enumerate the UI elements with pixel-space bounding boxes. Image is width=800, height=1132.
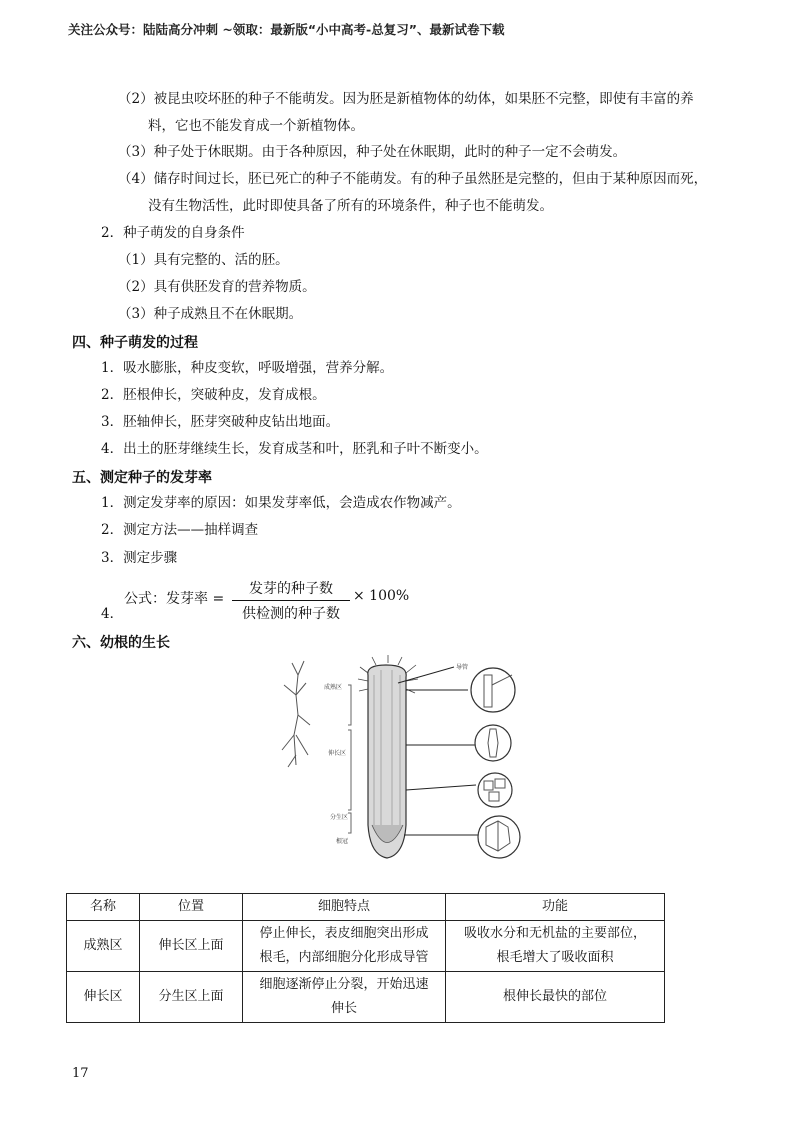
formula-label: 公式：发芽率 = bbox=[124, 591, 225, 607]
list-item: 4． bbox=[101, 606, 124, 622]
function-line: 根伸长最快的部位 bbox=[502, 989, 607, 1004]
table-row bbox=[67, 972, 665, 1023]
formula-multiplier: × 100% bbox=[353, 588, 410, 604]
pointer-lines bbox=[398, 667, 481, 835]
table-cell-position: 分生区上面 bbox=[140, 972, 243, 1023]
label-genguan: 根冠 bbox=[336, 838, 349, 845]
heading-5: 五、测定种子的发芽率 bbox=[72, 470, 212, 486]
formula-numerator: 发芽的种子数 bbox=[232, 578, 350, 601]
table-cell-feature bbox=[243, 972, 446, 1023]
seedling-sketch bbox=[282, 661, 310, 767]
table-header: 名称 bbox=[67, 894, 140, 921]
root-diagram-svg bbox=[276, 655, 526, 865]
text-line: （2）被昆虫咬坏胚的种子不能萌发。因为胚是新植物体的幼体，如果胚不完整，即使有丰富的养 bbox=[118, 91, 694, 107]
function-line: 根毛增大了吸收面积 bbox=[496, 950, 614, 965]
root-zone-table bbox=[66, 893, 665, 1023]
table-cell-feature bbox=[243, 921, 446, 972]
label-shenchang: 伸长区 bbox=[328, 750, 347, 757]
text-line: （3）种子处于休眠期。由于各种原因，种子处在休眠期，此时的种子一定不会萌发。 bbox=[118, 144, 627, 160]
table-cell-position: 伸长区上面 bbox=[140, 921, 243, 972]
table-cell-function bbox=[446, 921, 665, 972]
table-cell-name: 成熟区 bbox=[67, 921, 140, 972]
formula-denominator: 供检测的种子数 bbox=[242, 606, 340, 622]
text-line: 料，它也不能发育成一个新植物体。 bbox=[148, 118, 364, 134]
table-header: 功能 bbox=[446, 894, 665, 921]
table-cell-function bbox=[446, 972, 665, 1023]
page-header: 关注公众号：陆陆高分冲刺 ~领取：最新版“小中高考-总复习”、最新试卷下载 bbox=[68, 22, 505, 37]
zone-brackets bbox=[348, 685, 351, 833]
function-line: 吸收水分和无机盐的主要部位， bbox=[463, 926, 646, 941]
text-line: （2）具有供胚发育的营养物质。 bbox=[118, 279, 316, 295]
feature-line: 停止伸长，表皮细胞突出形成 bbox=[259, 926, 429, 941]
list-item: 2．胚根伸长，突破种皮，发育成根。 bbox=[101, 387, 326, 403]
section-item: 2．种子萌发的自身条件 bbox=[101, 225, 245, 241]
list-item: 3．胚轴伸长，胚芽突破种皮钻出地面。 bbox=[101, 414, 340, 430]
label-chengshu: 成熟区 bbox=[324, 684, 343, 691]
detail-circles bbox=[471, 668, 520, 858]
list-item: 4．出土的胚芽继续生长，发育成茎和叶，胚乳和子叶不断变小。 bbox=[101, 441, 488, 457]
heading-4: 四、种子萌发的过程 bbox=[72, 335, 198, 351]
text-line: 没有生物活性，此时即使具备了所有的环境条件，种子也不能萌发。 bbox=[148, 198, 553, 214]
table-header-row bbox=[67, 894, 665, 921]
heading-6: 六、幼根的生长 bbox=[72, 635, 170, 651]
feature-line: 伸长 bbox=[330, 1001, 357, 1016]
list-item: 3．测定步骤 bbox=[101, 550, 178, 566]
formula-fraction bbox=[232, 578, 350, 623]
list-item: 1．测定发芽率的原因：如果发芽率低，会造成农作物减产。 bbox=[101, 495, 461, 511]
label-fensheng: 分生区 bbox=[330, 814, 349, 821]
label-daoguan: 导管 bbox=[456, 664, 469, 671]
text-line: （1）具有完整的、活的胚。 bbox=[118, 252, 289, 268]
text-line: （4）储存时间过长，胚已死亡的种子不能萌发。有的种子虽然胚是完整的，但由于某种原因而死， bbox=[118, 171, 708, 187]
page-number: 17 bbox=[72, 1066, 89, 1081]
root-diagram bbox=[276, 655, 526, 865]
table-header: 细胞特点 bbox=[243, 894, 446, 921]
table-row bbox=[67, 921, 665, 972]
feature-line: 细胞逐渐停止分裂，开始迅速 bbox=[259, 977, 429, 992]
list-item: 2．测定方法——抽样调查 bbox=[101, 522, 259, 538]
list-item: 1．吸水膨胀，种皮变软，呼吸增强，营养分解。 bbox=[101, 360, 394, 376]
table-cell-name: 伸长区 bbox=[67, 972, 140, 1023]
text-line: （3）种子成熟且不在休眠期。 bbox=[118, 306, 303, 322]
table-header: 位置 bbox=[140, 894, 243, 921]
feature-line: 根毛，内部细胞分化形成导管 bbox=[259, 950, 429, 965]
